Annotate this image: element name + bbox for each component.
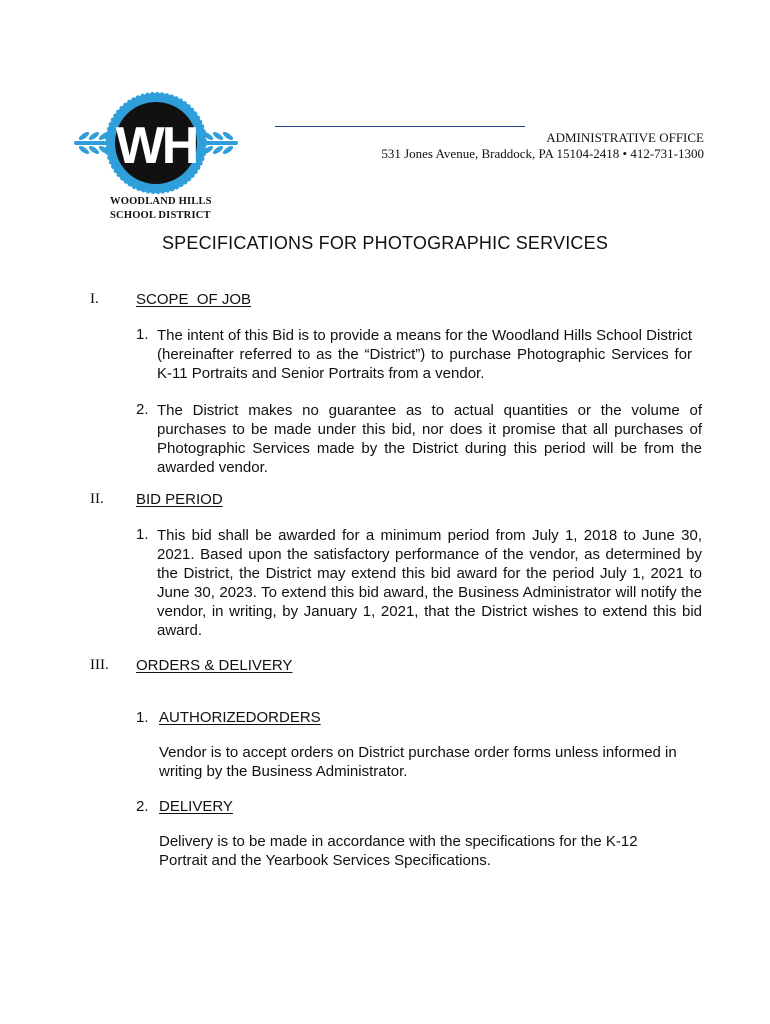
subsection-heading-authorized-orders: AUTHORIZEDORDERS bbox=[159, 709, 321, 726]
logo-monogram: WH bbox=[115, 117, 197, 175]
office-address: 531 Jones Avenue, Braddock, PA 15104-2418 • 412-731-1300 bbox=[381, 146, 704, 161]
list-item-number: 1. bbox=[136, 709, 149, 726]
subsection-text: Delivery is to be made in accordance with the specifications for the K-12 Portrait and the Yearbook Services Specifications. bbox=[159, 833, 638, 869]
list-item-number: 2. bbox=[136, 798, 149, 815]
subsection-heading-delivery: DELIVERY bbox=[159, 798, 233, 815]
list-item-text: The intent of this Bid is to provide a means for the Woodland Hills School District (hereinafter referred to as the “District”) to purchase Photographic Services for K-11 Portraits and Senior Portraits from a vendor. bbox=[157, 327, 692, 382]
subsection-text: Vendor is to accept orders on District purchase order forms unless informed in writing by the Business Administrator. bbox=[159, 744, 677, 780]
list-item-number: 1. bbox=[136, 526, 149, 543]
section-numeral: II. bbox=[90, 491, 104, 507]
section-heading-bid-period: BID PERIOD bbox=[136, 491, 223, 508]
section-heading-orders-delivery: ORDERS & DELIVERY bbox=[136, 657, 293, 674]
district-name bbox=[110, 195, 212, 223]
district-name-line1: WOODLAND HILLS bbox=[110, 196, 212, 207]
woodland-hills-logo bbox=[72, 92, 240, 194]
list-item-text: The District makes no guarantee as to actual quantities or the volume of purchases to be made under this bid, nor does it promise that all purchases of Photographic Services made by the District during this period will be from the awarded vendor. bbox=[157, 402, 702, 476]
list-item-text: This bid shall be awarded for a minimum period from July 1, 2018 to June 30, 2021. Based upon the satisfactory performance of the vendor, as determined by the District, the District may extend this bid award for the period July 1, 2021 to June 30, 2023. To extend this bid award, the Business Administrator will notify the vendor, in writing, by January 1, 2021, that the District wishes to extend this bid award. bbox=[157, 527, 702, 639]
section-numeral: I. bbox=[90, 291, 99, 307]
section-heading-scope: SCOPE OF JOB bbox=[136, 291, 252, 308]
district-name-line2: SCHOOL DISTRICT bbox=[110, 210, 211, 221]
document-title: SPECIFICATIONS FOR PHOTOGRAPHIC SERVICES bbox=[161, 233, 609, 253]
office-label: ADMINISTRATIVE OFFICE bbox=[546, 130, 704, 145]
section-numeral: III. bbox=[90, 657, 109, 673]
list-item-number: 1. bbox=[136, 326, 149, 343]
header-rule bbox=[275, 126, 525, 127]
list-item-number: 2. bbox=[136, 401, 149, 418]
